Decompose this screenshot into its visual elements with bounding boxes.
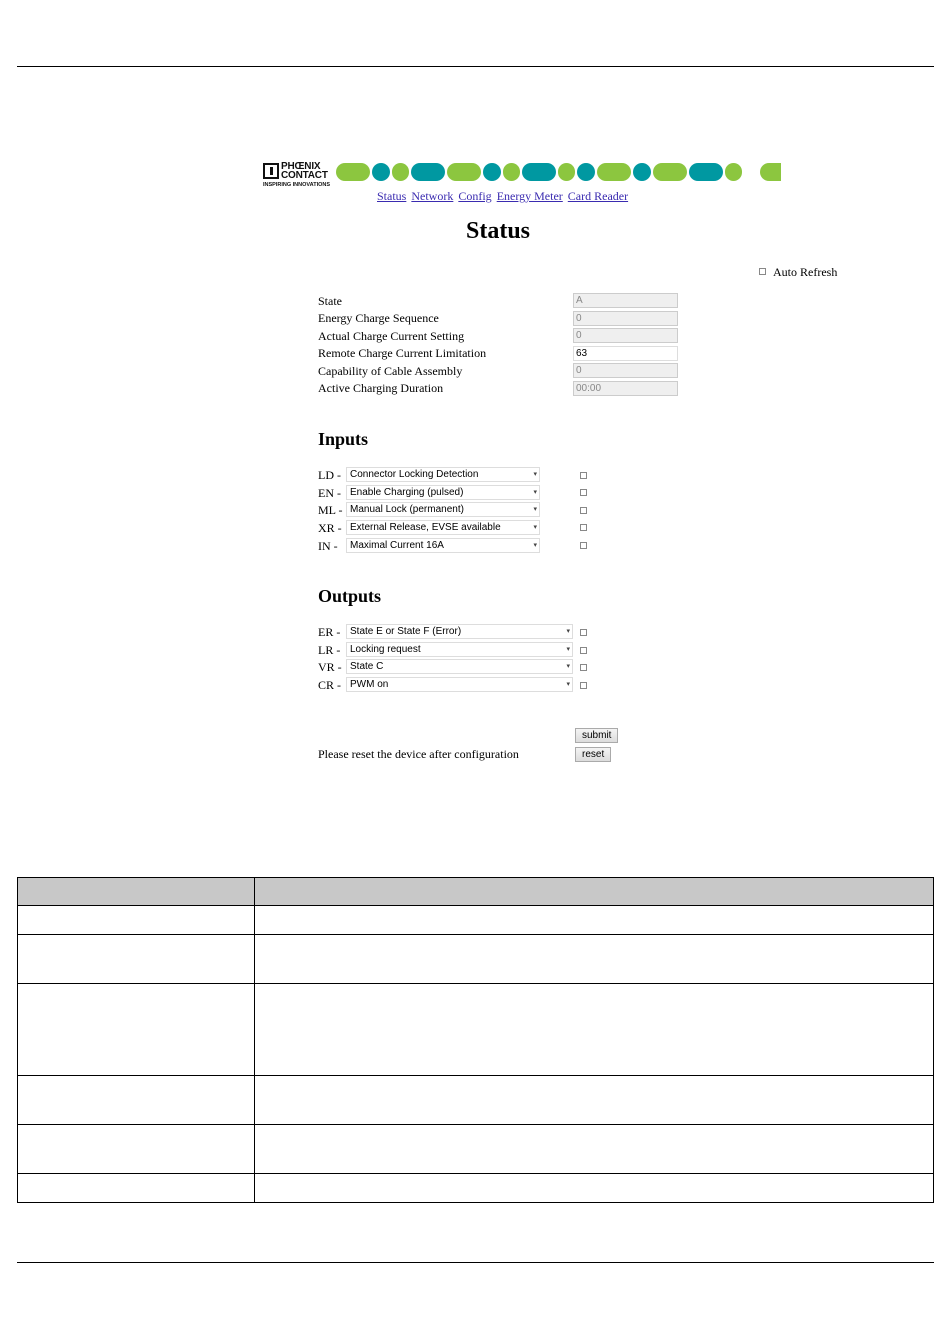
select-value: PWM on [350,679,389,690]
output-cr-select[interactable] [346,677,573,692]
auto-refresh-checkbox[interactable] [759,268,766,275]
table-row [18,1174,934,1203]
chevron-down-icon: ▾ [533,471,537,478]
inputs-heading: Inputs [318,429,369,449]
table-cell [18,935,255,984]
input-in-checkbox[interactable] [580,542,587,549]
reset-button[interactable]: reset [575,747,611,762]
table-row [18,984,934,1076]
description-table [17,877,934,1203]
table-cell [255,1125,934,1174]
banner-pill [411,163,445,181]
table-cell [18,984,255,1076]
reset-note: Please reset the device after configuration [318,747,519,761]
banner-pill [653,163,687,181]
input-code-en: EN - [318,486,341,500]
table-cell [18,1076,255,1125]
cable-capability-field: 0 [573,363,678,378]
output-code-vr: VR - [318,660,342,674]
submit-button[interactable]: submit [575,728,618,743]
table-cell [255,906,934,935]
chevron-down-icon: ▾ [533,542,537,549]
table-row [18,1076,934,1125]
nav-energy-meter-link[interactable]: Energy Meter [496,189,563,203]
logo-mark-icon [263,163,279,179]
select-value: Enable Charging (pulsed) [350,487,464,498]
output-code-lr: LR - [318,643,341,657]
select-value: Connector Locking Detection [350,469,479,480]
status-label-state: State [318,294,342,308]
output-lr-checkbox[interactable] [580,647,587,654]
auto-refresh-label: Auto Refresh [773,265,838,279]
banner-pill [597,163,631,181]
table-cell [18,1125,255,1174]
charging-duration-field: 00:00 [573,381,678,396]
page-top-rule [17,66,934,67]
chevron-down-icon: ▾ [533,524,537,531]
output-vr-checkbox[interactable] [580,664,587,671]
input-in-select[interactable] [346,538,540,553]
input-en-checkbox[interactable] [580,489,587,496]
status-label-actual-charge-current: Actual Charge Current Setting [318,329,465,343]
input-code-ml: ML - [318,503,343,517]
input-code-xr: XR - [318,521,342,535]
auto-refresh-toggle[interactable] [759,265,837,280]
table-cell [18,906,255,935]
table-row [18,1125,934,1174]
input-ld-checkbox[interactable] [580,472,587,479]
actual-charge-current-field: 0 [573,328,678,343]
nav-card-reader-link[interactable]: Card Reader [567,189,629,203]
header-banner-dots [336,163,781,181]
table-row [18,935,934,984]
table-row [18,906,934,935]
select-value: State E or State F (Error) [350,626,462,637]
banner-dot [633,163,651,181]
table-cell [255,1076,934,1125]
input-en-select[interactable] [346,485,540,500]
output-er-checkbox[interactable] [580,629,587,636]
banner-dot [372,163,390,181]
nav-status-link[interactable]: Status [377,189,407,203]
output-code-er: ER - [318,625,341,639]
banner-dot [577,163,595,181]
input-ml-select[interactable] [346,502,540,517]
table-cell [255,935,934,984]
output-lr-select[interactable] [346,642,573,657]
select-value: State C [350,661,384,672]
outputs-heading: Outputs [318,586,382,606]
status-label-energy-charge-sequence: Energy Charge Sequence [318,311,439,325]
input-code-in: IN - [318,539,338,553]
remote-charge-current-input[interactable]: 63 [573,346,678,361]
table-header-cell [255,878,934,906]
banner-pill [689,163,723,181]
banner-pill [336,163,370,181]
chevron-down-icon: ▾ [566,663,570,670]
nav-config-link[interactable]: Config [458,189,492,203]
output-vr-select[interactable] [346,659,573,674]
chevron-down-icon: ▾ [533,506,537,513]
top-nav [377,189,630,204]
status-label-remote-charge-current: Remote Charge Current Limitation [318,346,487,360]
table-cell [255,984,934,1076]
input-xr-select[interactable] [346,520,540,535]
status-label-cable-capability: Capability of Cable Assembly [318,364,463,378]
input-xr-checkbox[interactable] [580,524,587,531]
select-value: Manual Lock (permanent) [350,504,464,515]
banner-dot [392,163,409,181]
logo-wordmark: PHŒNIX CONTACT [281,161,328,181]
status-label-charging-duration: Active Charging Duration [318,381,444,395]
chevron-down-icon: ▾ [566,628,570,635]
nav-network-link[interactable]: Network [411,189,454,203]
input-ld-select[interactable] [346,467,540,482]
table-header-row [18,878,934,906]
output-code-cr: CR - [318,678,342,692]
logo-tagline: INSPIRING INNOVATIONS [263,182,331,188]
select-value: External Release, EVSE available [350,522,501,533]
table-cell [18,1174,255,1203]
select-value: Maximal Current 16A [350,540,444,551]
banner-dot [503,163,520,181]
input-code-ld: LD - [318,468,341,482]
output-cr-checkbox[interactable] [580,682,587,689]
banner-dot [483,163,501,181]
banner-pill [447,163,481,181]
table-cell [255,1174,934,1203]
input-ml-checkbox[interactable] [580,507,587,514]
page-bottom-rule [17,1262,934,1263]
select-value: Locking request [350,644,421,655]
chevron-down-icon: ▾ [533,489,537,496]
banner-dot [558,163,575,181]
state-field: A [573,293,678,308]
table-header-cell [18,878,255,906]
chevron-down-icon: ▾ [566,646,570,653]
banner-pill [522,163,556,181]
chevron-down-icon: ▾ [566,681,570,688]
output-er-select[interactable] [346,624,573,639]
page-title: Status [465,218,531,244]
energy-charge-sequence-field: 0 [573,311,678,326]
banner-pill [760,163,781,181]
